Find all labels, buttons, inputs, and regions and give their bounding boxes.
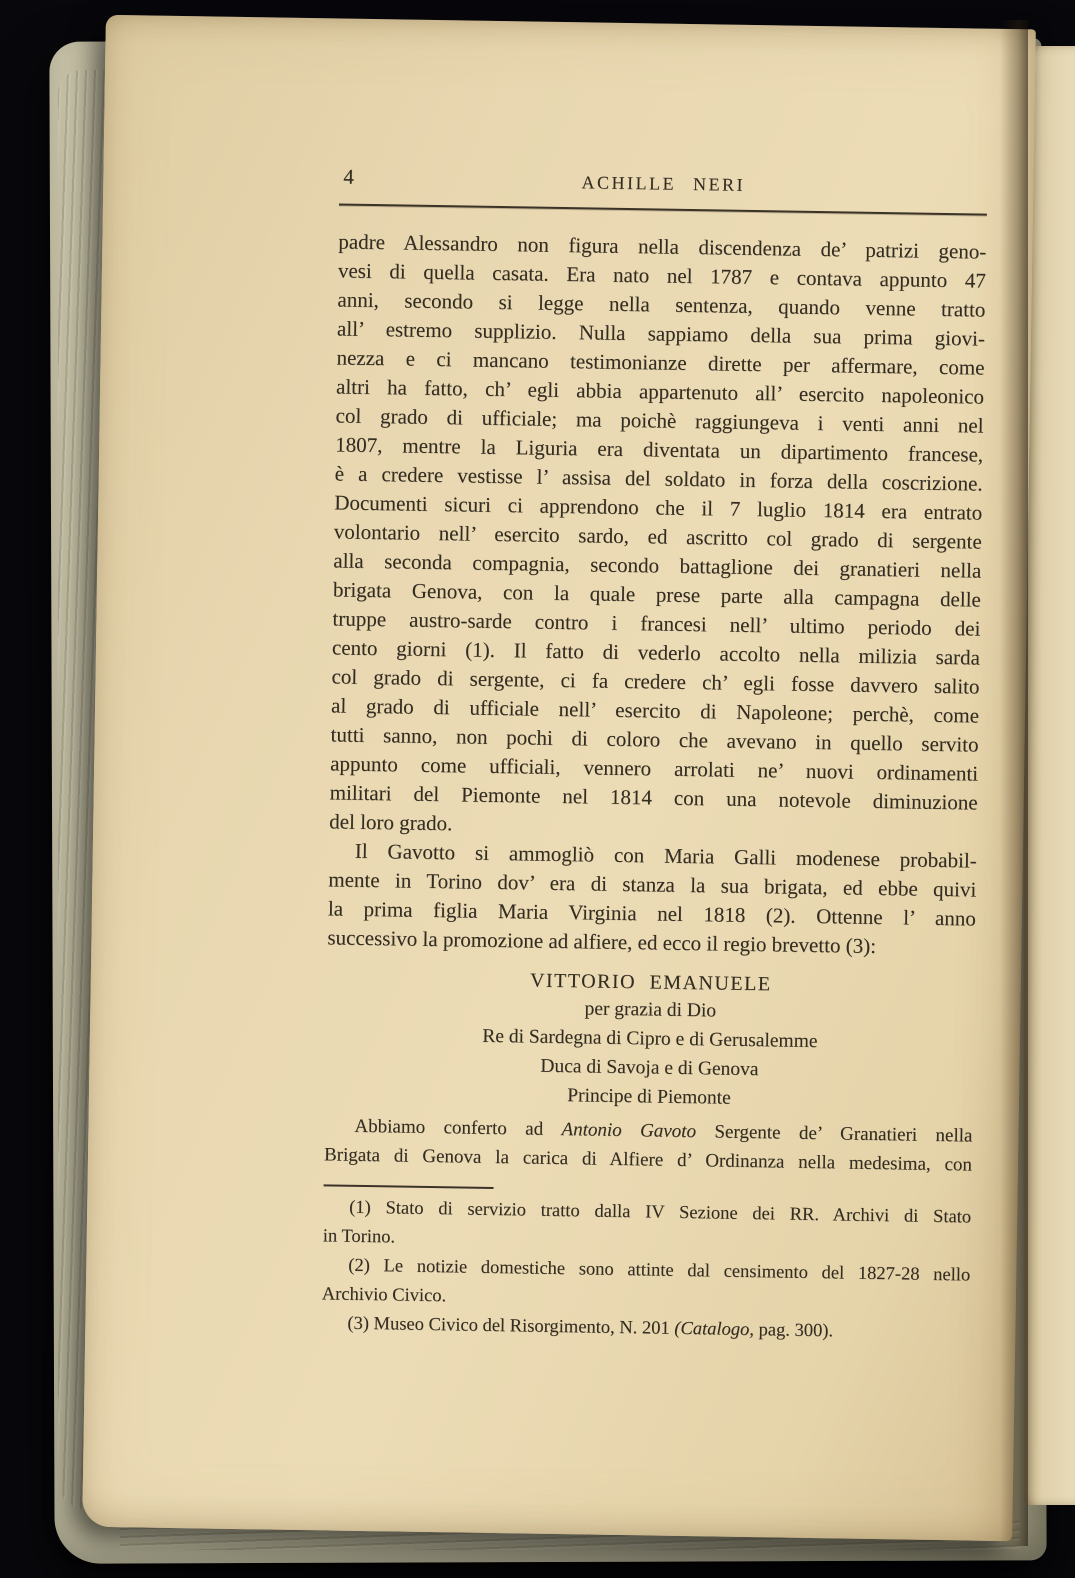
name-antonio-gavoto: Antonio Gavoto bbox=[561, 1119, 697, 1143]
book-page bbox=[82, 15, 1036, 1541]
footnote-3-pre: (3) Museo Civico del Risorgimento, N. 201 bbox=[347, 1313, 670, 1339]
footnote-2 bbox=[322, 1252, 971, 1320]
paragraph-biography bbox=[329, 227, 986, 846]
text-line: del loro grado. bbox=[329, 809, 453, 836]
text-line: per grazia di Dio bbox=[584, 998, 717, 1022]
grant-text-post: Sergente de’ Granatieri nella bbox=[714, 1121, 973, 1147]
text-line: Duca di Savoja e di Genova bbox=[540, 1055, 759, 1081]
text-line: volontario nell’ esercito sardo, ed ascritto col grado di sergente bbox=[333, 519, 982, 554]
grant-line-2: Brigata di Genova la carica di Alfiere d’ Ordinanza nella medesima, con bbox=[323, 1144, 973, 1176]
royal-decree-heading bbox=[325, 964, 975, 1118]
text-line: Principe di Piemonte bbox=[567, 1085, 731, 1109]
text-line: Il Gavotto si ammogliò con Maria Galli modenese probabil- bbox=[354, 838, 977, 873]
text-line: appunto come ufficiali, vennero arrolati ne’ nuovi ordinamenti bbox=[330, 751, 979, 786]
page-number: 4 bbox=[343, 164, 355, 189]
text-line: (1) Stato di servizio tratto dalla IV Sezione dei RR. Archivi di Stato bbox=[349, 1197, 972, 1228]
text-line: col grado di ufficiale; ma poichè raggiungeva i venti anni nel bbox=[335, 403, 984, 438]
text-line: (2) Le notizie domestiche sono attinte dal censimento del 1827-28 nello bbox=[348, 1255, 971, 1286]
header-rule bbox=[339, 203, 987, 215]
running-header: ACHILLE NERI bbox=[581, 172, 746, 195]
text-line: col grado di sergente, ci fa credere ch’ egli fosse davvero salito bbox=[331, 664, 980, 699]
grant-paragraph bbox=[324, 1112, 973, 1180]
text-line: all’ estremo supplizio. Nulla sappiamo della sua prima giovi- bbox=[336, 316, 986, 351]
text-line: 1807, mentre la Liguria era diventata un dipartimento francese, bbox=[335, 432, 984, 467]
text-line: cento giorni (1). Il fatto di vederlo accolto nella milizia sarda bbox=[331, 635, 981, 670]
text-line: padre Alessandro non figura nella discendenza de’ patrizi geno- bbox=[338, 229, 987, 264]
text-line: militari del Piemonte nel 1814 con una notevole diminuzione bbox=[329, 780, 978, 815]
footnotes bbox=[321, 1194, 971, 1349]
text-line: successivo la promozione ad alfiere, ed ecco il regio brevetto (3): bbox=[327, 925, 877, 958]
text-line: è a credere vestisse l’ assisa del soldato in forza della coscrizione. bbox=[334, 461, 983, 496]
footnote-1 bbox=[323, 1194, 972, 1262]
gutter-shadow bbox=[1000, 20, 1028, 1546]
text-line: Archivio Civico. bbox=[321, 1284, 447, 1307]
text-line: in Torino. bbox=[322, 1226, 396, 1248]
grant-text-pre: Abbiamo conferto ad bbox=[354, 1115, 544, 1140]
text-line: nezza e ci mancano testimonianze dirette per affermare, come bbox=[336, 345, 985, 380]
text-line: brigata Genova, con la quale prese parte alla campagna delle bbox=[332, 577, 982, 612]
text-line: la prima figlia Maria Virginia nel 1818 (2). Ottenne l’ anno bbox=[327, 896, 977, 931]
decree-lines bbox=[325, 992, 975, 1118]
decree-title: VITTORIO EMANUELE bbox=[529, 969, 772, 996]
text-line: truppe austro-sarde contro i francesi nell’ ultimo periodo dei bbox=[332, 606, 981, 641]
text-line: mente in Torino dov’ era di stanza la sua brigata, ed ebbe quivi bbox=[328, 867, 977, 902]
text-line: Documenti sicuri ci apprendono che il 7 luglio 1814 era entrato bbox=[334, 490, 983, 525]
printed-content bbox=[321, 164, 987, 1349]
text-line: altri ha fatto, ch’ egli abbia appartenuto all’ esercito napoleonico bbox=[335, 374, 985, 409]
text-line: alla seconda compagnia, secondo battaglione dei granatieri nella bbox=[333, 548, 982, 583]
catalogo-italic: (Catalogo, bbox=[674, 1318, 755, 1341]
text-line: vesi di quella casata. Era nato nel 1787 e contava appunto 47 bbox=[337, 258, 987, 293]
text-line: Re di Sardegna di Cipro e di Gerusalemme bbox=[482, 1025, 818, 1053]
text-line: anni, secondo si legge nella sentenza, quando venne tratto bbox=[337, 287, 986, 322]
body-text bbox=[327, 227, 986, 962]
text-line: tutti sanno, non pochi di coloro che avevano in quello servito bbox=[330, 722, 979, 757]
page-header bbox=[339, 164, 987, 206]
footnote-separator bbox=[324, 1184, 494, 1189]
text-line: al grado di ufficiale nell’ esercito di Napoleone; perchè, come bbox=[330, 693, 980, 728]
footnote-3-post: pag. 300). bbox=[758, 1320, 834, 1342]
paragraph-marriage bbox=[327, 836, 977, 962]
